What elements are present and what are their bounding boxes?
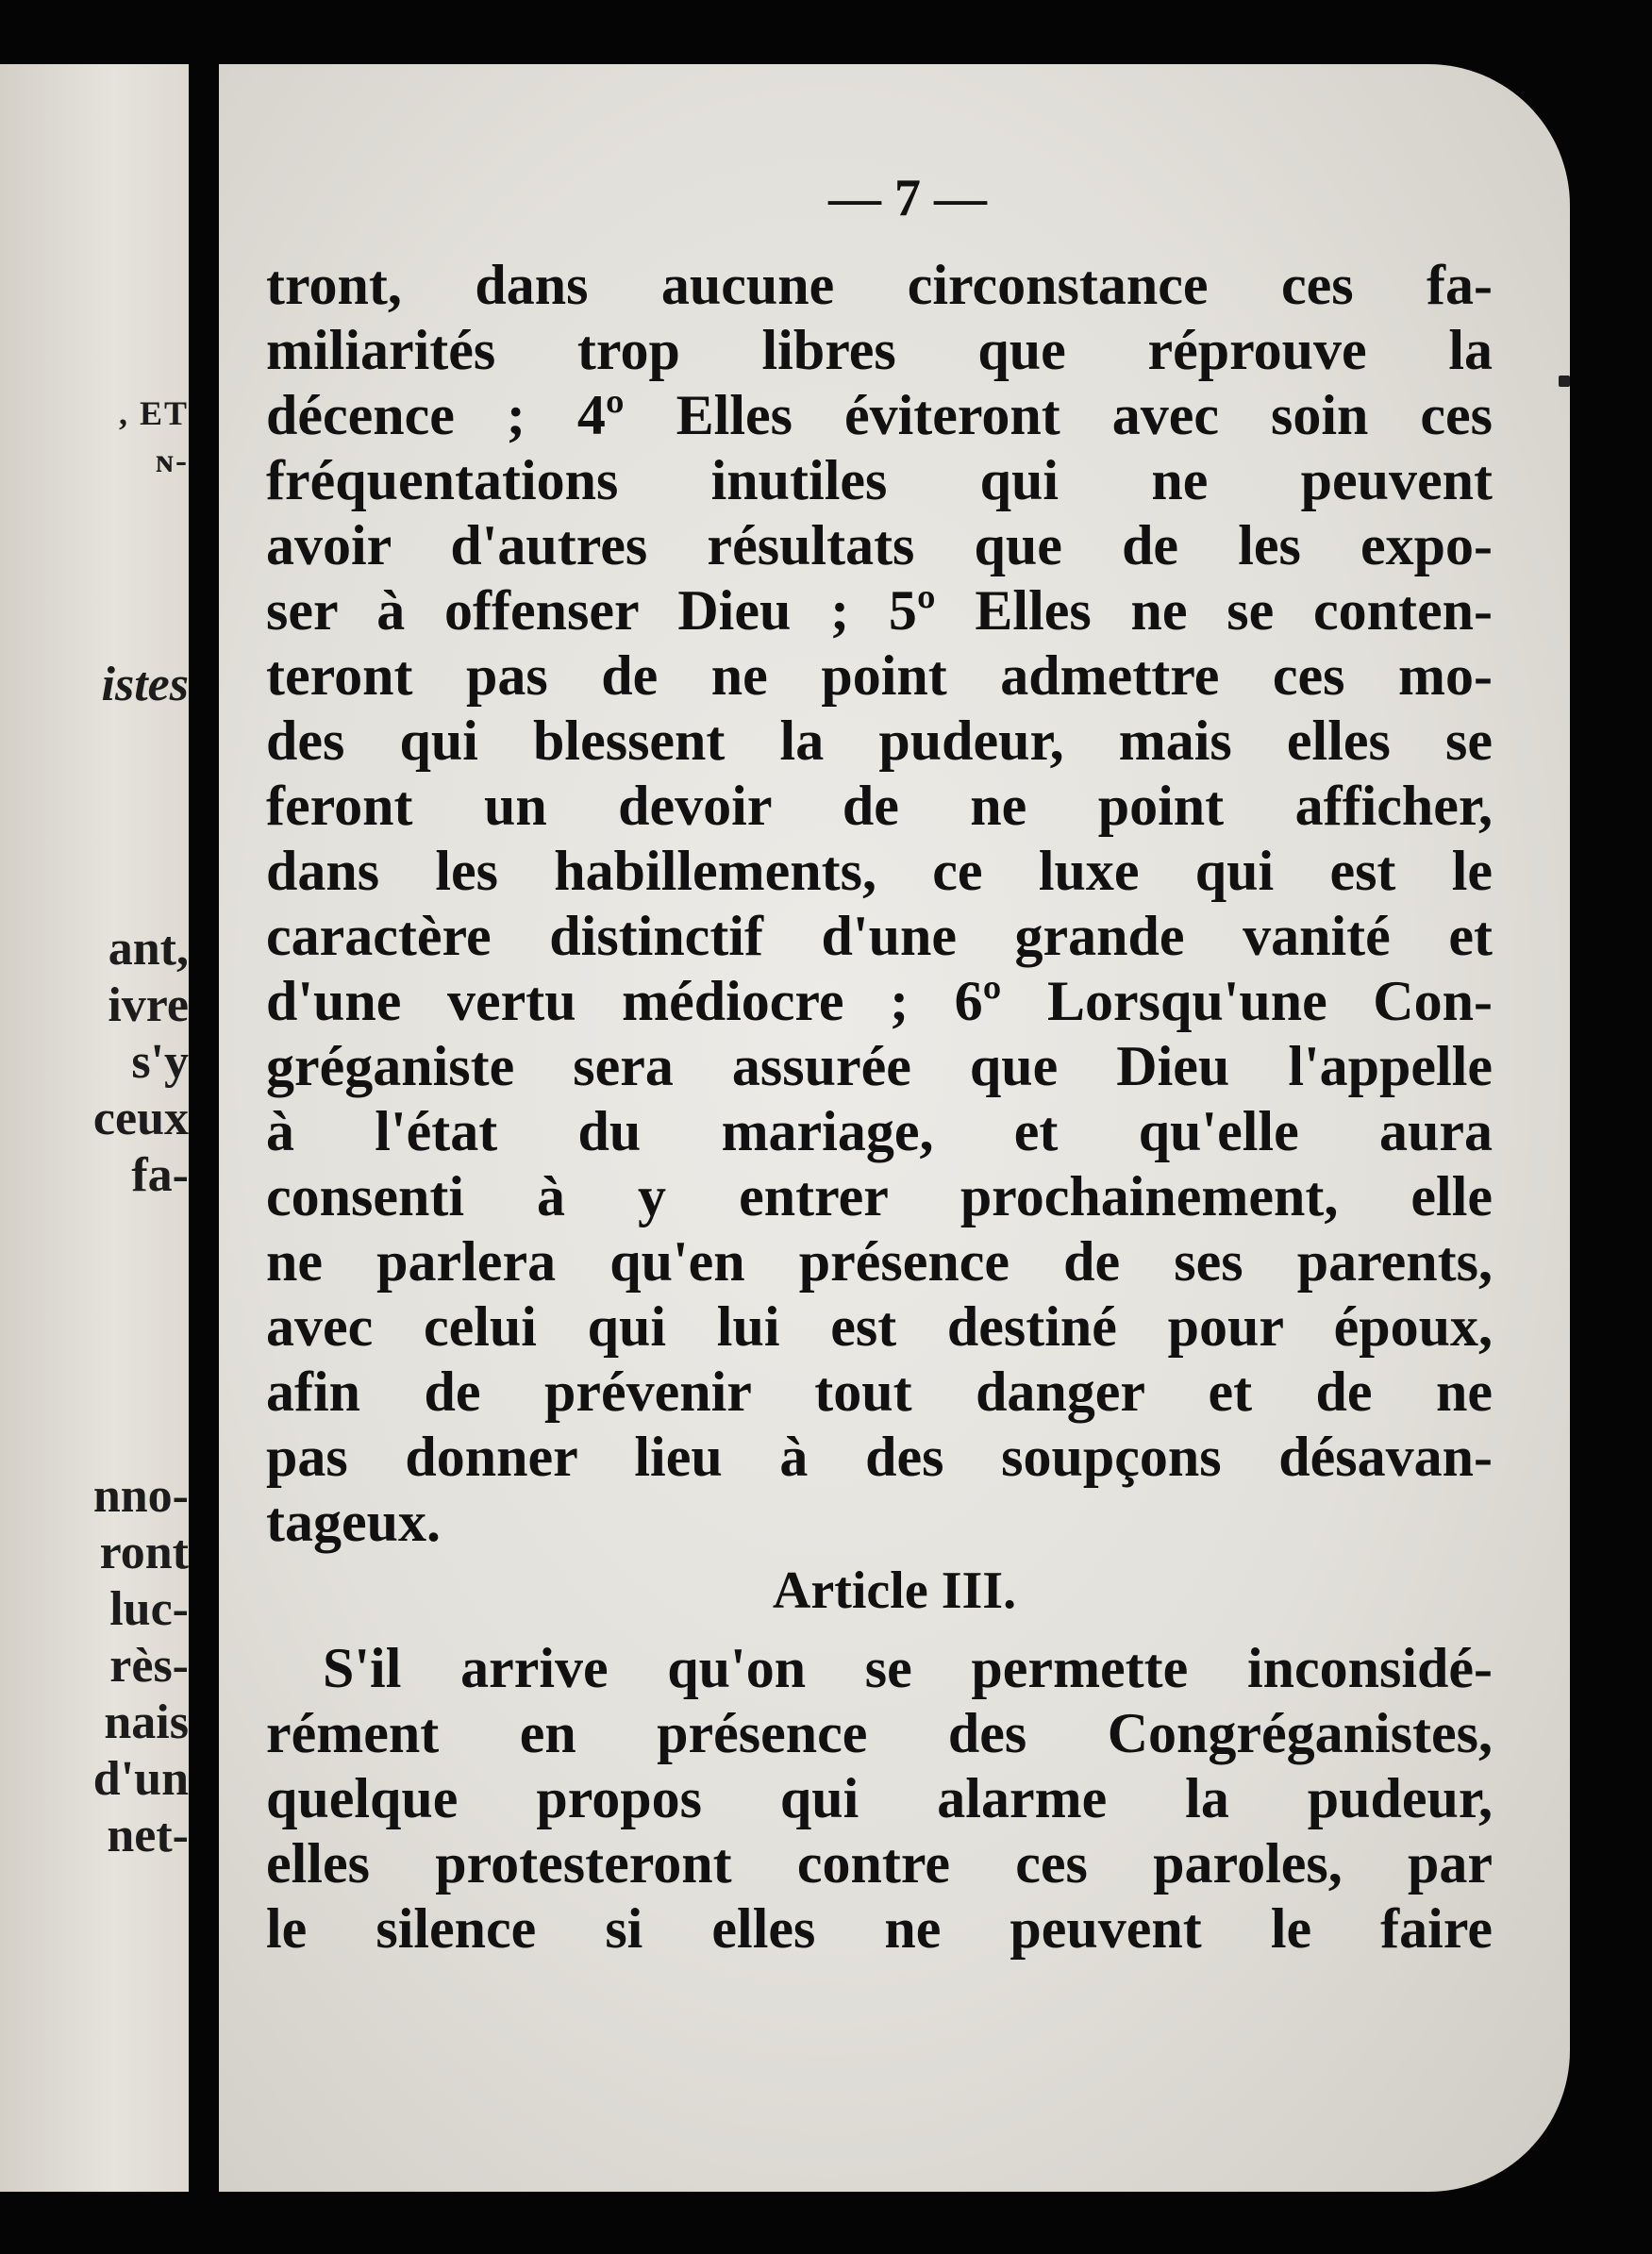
left-fragment: ivre	[108, 978, 189, 1032]
left-fragment: rès-	[109, 1639, 189, 1693]
text-line: gréganiste sera assurée que Dieu l'appelle	[266, 1035, 1493, 1097]
text-line: pas donner lieu à des soupçons désavan-	[266, 1426, 1493, 1488]
left-fragment: ceux	[92, 1092, 189, 1145]
text-line: S'il arrive qu'on se permette inconsidé-	[323, 1637, 1493, 1699]
text-line: quelque propos qui alarme la pudeur,	[266, 1767, 1493, 1829]
left-fragment: , ET	[118, 394, 189, 432]
text-line: afin de prévenir tout danger et de ne	[266, 1361, 1493, 1423]
left-fragment: ront	[99, 1526, 189, 1579]
text-line: avoir d'autres résultats que de les expo-	[266, 514, 1493, 576]
left-fragment: istes	[101, 658, 189, 711]
text-line: avec celui qui lui est destiné pour époux,	[266, 1295, 1493, 1358]
left-fragment: nais	[104, 1695, 189, 1749]
page-number: — 7 —	[828, 169, 987, 227]
text-line: tront, dans aucune circonstance ces fa-	[266, 254, 1493, 316]
text-line: d'une vertu médiocre ; 6º Lorsqu'une Con-	[266, 970, 1493, 1032]
text-line: ne parlera qu'en présence de ses parents,	[266, 1230, 1493, 1293]
text-line: feront un devoir de ne point afficher,	[266, 775, 1493, 837]
left-fragment: luc-	[109, 1582, 189, 1636]
text-line: elles protesteront contre ces paroles, par	[266, 1832, 1493, 1895]
speck-mark	[1559, 376, 1570, 387]
left-fragment: s'y	[131, 1035, 189, 1089]
left-fragment: fa-	[131, 1148, 189, 1202]
left-fragment: ant,	[108, 922, 189, 976]
left-fragment: ɴ-	[156, 442, 189, 479]
paragraph-2	[266, 1636, 1493, 1962]
right-page	[219, 64, 1570, 2192]
text-line: consenti à y entrer prochainement, elle	[266, 1165, 1493, 1227]
page-gutter	[189, 64, 219, 2192]
text-line: dans les habillements, ce luxe qui est le	[266, 840, 1493, 902]
left-fragment: nno-	[92, 1469, 189, 1523]
text-line: tageux.	[266, 1491, 441, 1553]
text-line: ser à offenser Dieu ; 5º Elles ne se conten-	[266, 579, 1493, 642]
text-line: à l'état du mariage, et qu'elle aura	[266, 1100, 1493, 1162]
text-line: teront pas de ne point admettre ces mo-	[266, 644, 1493, 707]
article-heading: Article III.	[772, 1561, 1017, 1620]
text-line: rément en présence des Congréganistes,	[266, 1702, 1493, 1764]
text-line: des qui blessent la pudeur, mais elles se	[266, 710, 1493, 772]
left-fragment: net-	[107, 1809, 189, 1862]
text-line: miliarités trop libres que réprouve la	[266, 319, 1493, 381]
text-line: décence ; 4º Elles éviteront avec soin ces	[266, 384, 1493, 446]
left-fragment: d'un	[92, 1752, 189, 1806]
text-line: le silence si elles ne peuvent le faire	[266, 1897, 1493, 1960]
text-line: caractère distinctif d'une grande vanité et	[266, 905, 1493, 967]
left-page-edge	[0, 64, 189, 2192]
paragraph-1	[266, 253, 1493, 1555]
text-line: fréquentations inutiles qui ne peuvent	[266, 449, 1493, 511]
